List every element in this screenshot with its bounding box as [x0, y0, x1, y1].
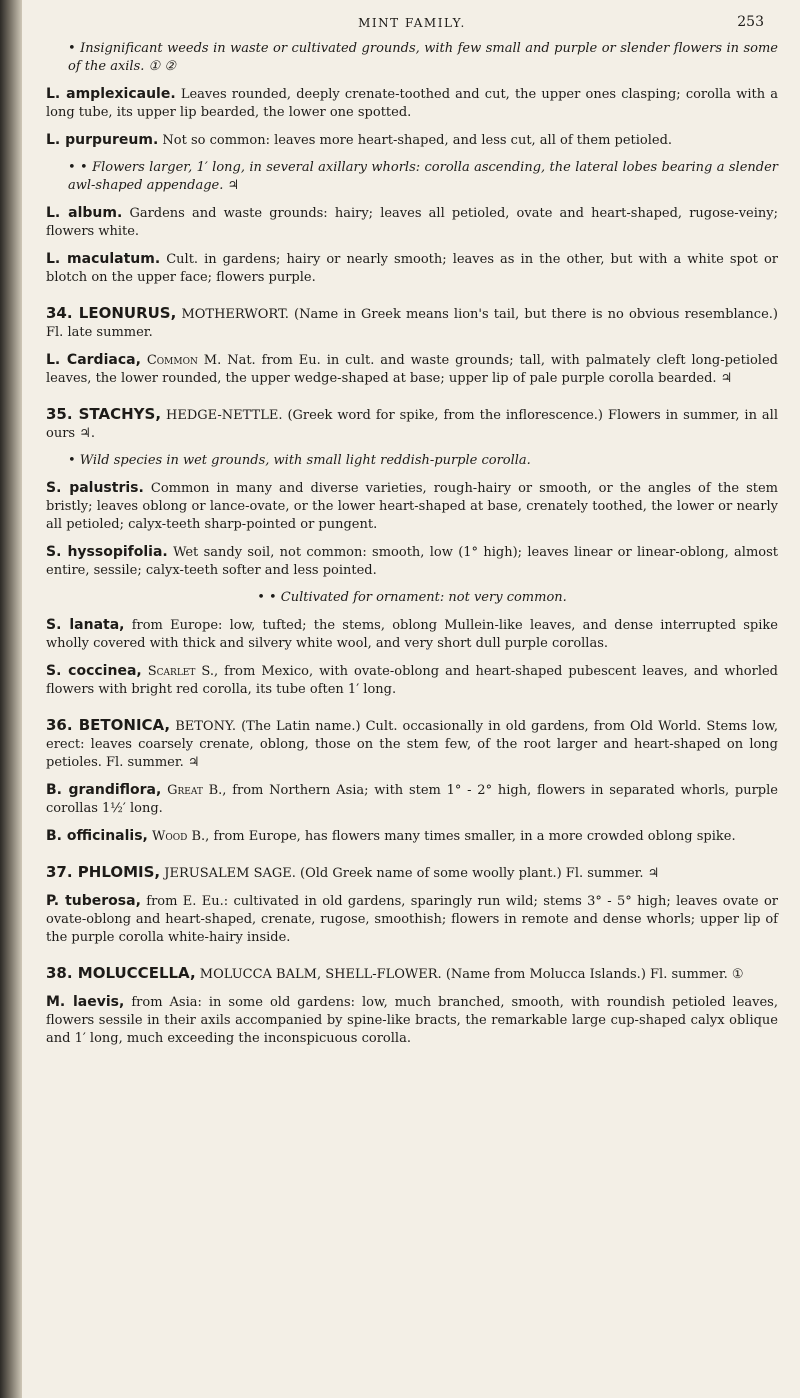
entry-description: Leaves rounded, deeply crenate-toothed and cut, the upper ones clasping; corolla with a long tube, its upper lip bearded, the lower one spotted. [46, 87, 778, 120]
genus-name: 34. LEONURUS, [46, 304, 177, 322]
entry-description: (Name from Molucca Islands.) Fl. summer. ① [445, 967, 744, 982]
running-head: MINT FAMILY. [358, 16, 466, 30]
species-name: L. album. [46, 205, 123, 221]
entry-description: Wet sandy soil, not common: smooth, low (1° high); leaves linear or linear-oblong, almost entire, sessile; calyx-teeth softer and less pointed. [46, 545, 778, 578]
genus-entry [46, 964, 778, 984]
group-heading-text: • Insignificant weeds in waste or cultivated grounds, with few small and purple or slender flowers in some of the axils. ① ② [68, 41, 778, 74]
species-entry [46, 479, 778, 534]
entry-description: from Asia: in some old gardens: low, much branched, smooth, with roundish petioled leaves, flowers sessile in their axils accompanied by spine-like bracts, the remarkable large cup-shaped calyx oblique and 1′ long, much exceeding the inconspicuous corolla. [46, 995, 778, 1046]
entry-description: Not so common: leaves more heart-shaped, and less cut, all of them petioled. [162, 133, 673, 148]
entry-description: Gardens and waste grounds: hairy; leaves all petioled, ovate and heart-shaped, rugose-veiny; flowers white. [46, 206, 778, 239]
genus-entry [46, 405, 778, 443]
species-entry [46, 892, 778, 947]
common-name: Scarlet S., [147, 664, 219, 679]
species-name: M. laevis, [46, 994, 125, 1010]
species-entry [46, 85, 778, 122]
common-name: BETONY. [175, 719, 237, 734]
species-name: S. hyssopifolia. [46, 544, 168, 560]
species-name: S. coccinea, [46, 663, 142, 679]
species-entry [46, 131, 778, 150]
genus-name: 37. PHLOMIS, [46, 863, 161, 881]
species-name: L. Cardiaca, [46, 352, 141, 368]
entry-description: from Europe, has flowers many times smaller, in a more crowded oblong spike. [213, 829, 736, 844]
species-name: L. maculatum. [46, 251, 161, 267]
genus-name: 35. STACHYS, [46, 405, 162, 423]
group-heading-text: • Wild species in wet grounds, with small light reddish-purple corolla. [68, 453, 531, 468]
entry-description: from E. Eu.: cultivated in old gardens, sparingly run wild; stems 3° - 5° high; leaves ovate or ovate-oblong and heart-shaped, crenate, rugose, smoothish; flowers in remote and dense whorls; upper lip of the purple corolla white-hairy inside. [46, 894, 778, 945]
common-name: JERUSALEM SAGE. [164, 866, 296, 881]
entry-description: (The Latin name.) Cult. occasionally in old gardens, from Old World. Stems low, erect: leaves coarsely crenate, oblong, those on the stem few, of the root larger and heart-shaped on long petioles. Fl. summer. ♃ [46, 719, 778, 770]
common-name: Wood B., [152, 829, 210, 844]
group-heading [46, 589, 778, 607]
entry-description: from Northern Asia; with stem 1° - 2° high, flowers in separated whorls, purple corollas 1½′ long. [46, 783, 778, 816]
species-name: B. officinalis, [46, 828, 148, 844]
species-name: S. palustris. [46, 480, 144, 496]
entry-description: from Mexico, with ovate-oblong and heart-shaped pubescent leaves, and whorled flowers with bright red corolla, its tube often 1′ long. [46, 664, 778, 697]
group-heading [46, 452, 778, 470]
group-heading [46, 159, 778, 195]
entry-description: (Old Greek name of some woolly plant.) Fl. summer. ♃ [300, 866, 660, 881]
species-entry [46, 351, 778, 388]
species-entry [46, 616, 778, 653]
species-name: B. grandiflora, [46, 782, 162, 798]
species-name: P. tuberosa, [46, 893, 141, 909]
species-name: L. amplexicaule. [46, 86, 176, 102]
species-entry [46, 662, 778, 699]
page-number: 253 [737, 14, 764, 30]
group-heading [46, 40, 778, 76]
species-name: S. lanata, [46, 617, 125, 633]
species-entry [46, 250, 778, 287]
species-entry [46, 827, 778, 846]
genus-entry [46, 304, 778, 342]
entry-description: Nat. from Eu. in cult. and waste grounds; tall, with palmately cleft long-petioled leaves, the lower rounded, the upper wedge-shaped at base; upper lip of pale purple corolla bearded. ♃ [46, 353, 778, 386]
species-entry [46, 993, 778, 1048]
common-name: Great B., [167, 783, 227, 798]
page-header [46, 8, 778, 40]
species-entry [46, 781, 778, 818]
genus-entry [46, 863, 778, 883]
entry-description: (Name in Greek means lion's tail, but there is no obvious resemblance.) Fl. late summer. [46, 307, 778, 340]
species-name: L. purpureum. [46, 132, 159, 148]
common-name: MOLUCCA BALM, SHELL-FLOWER. [199, 967, 442, 982]
entry-description: from Europe: low, tufted; the stems, oblong Mullein-like leaves, and dense interrupted spike wholly covered with thick and silvery white wool, and very short dull purple corollas. [46, 618, 778, 651]
common-name: HEDGE-NETTLE. [166, 408, 283, 423]
group-heading-text: • • Flowers larger, 1′ long, in several axillary whorls: corolla ascending, the lateral lobes bearing a slender awl-shaped appendage. ♃ [68, 160, 778, 193]
entry-description: (Greek word for spike, from the inflorescence.) Flowers in summer, in all ours ♃. [46, 408, 778, 441]
entry-description: Common in many and diverse varieties, rough-hairy or smooth, or the angles of the stem bristly; leaves oblong or lance-ovate, or the lower heart-shaped at base, crenately toothed, the lower or nearly all petioled; calyx-teeth sharp-pointed or pungent. [46, 481, 779, 532]
common-name: MOTHERWORT. [181, 307, 289, 322]
common-name: Common M. [146, 353, 222, 368]
group-heading-text: • • Cultivated for ornament: not very common. [257, 590, 567, 605]
entry-description: Cult. in gardens; hairy or nearly smooth; leaves as in the other, but with a white spot or blotch on the upper face; flowers purple. [46, 252, 778, 285]
genus-name: 38. MOLUCCELLA, [46, 964, 196, 982]
species-entry [46, 543, 778, 580]
species-entry [46, 204, 778, 241]
genus-name: 36. BETONICA, [46, 716, 171, 734]
page-content [46, 40, 778, 1048]
genus-entry [46, 716, 778, 772]
